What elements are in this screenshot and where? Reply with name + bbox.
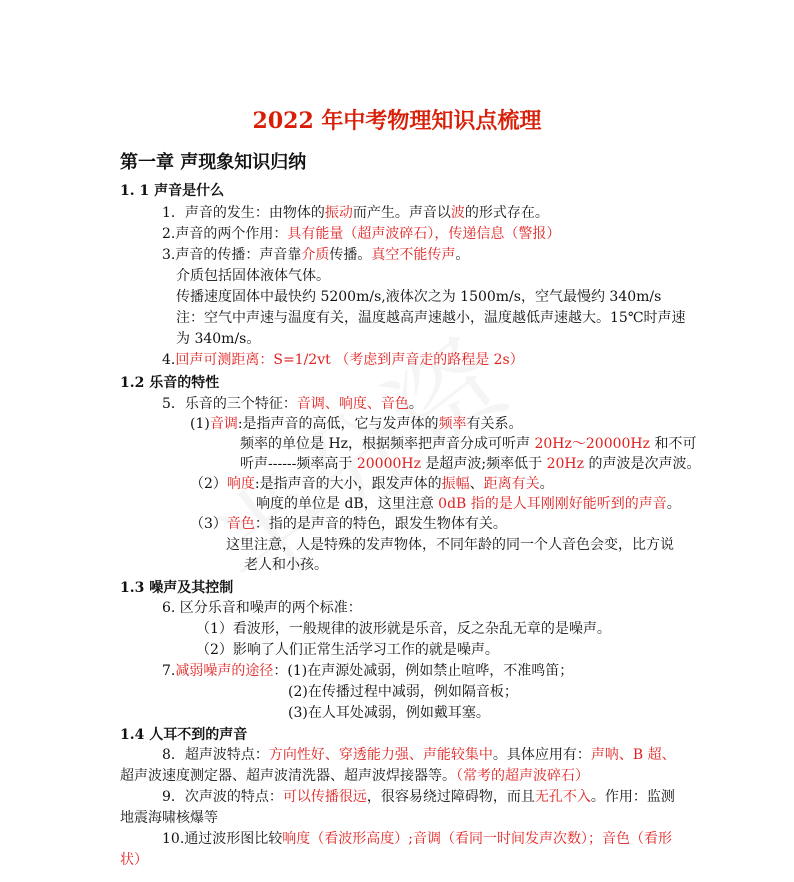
text-line: 响度的单位是 dB，这里注意 0dB 指的是人耳刚刚好能听到的声音。	[256, 496, 681, 512]
text-line: 9．次声波的特点：可以传播很远，很容易绕过障碍物，而且无孔不入。作用：监测	[162, 789, 675, 805]
text-line: 3.声音的传播：声音靠介质传播。真空不能传声。	[162, 247, 470, 263]
section-heading-1-2: 1.2 乐音的特性	[120, 375, 220, 391]
text-line: (2)在传播过程中减弱，例如隔音板；	[288, 684, 518, 700]
text-line: （3）音色：指的是声音的特色，跟发生物体有关。	[190, 516, 507, 532]
text-line: （2）响度:是指声音的大小，跟发声体的振幅、距离有关。	[190, 476, 554, 492]
text-line: 超声波速度测定器、超声波清洗器、超声波焊接器等。（常考的超声波碎石）	[120, 768, 589, 784]
text-line: (3)在人耳处减弱，例如戴耳塞。	[288, 705, 490, 721]
text-line: 10.通过波形图比较响度（看波形高度）;音调（看同一时间发声次数）；音色（看形	[162, 831, 672, 847]
page-title: 2022 年中考物理知识点梳理	[252, 108, 542, 134]
text-line: 8．超声波特点：方向性好、穿透能力强、声能较集中。具体应用有：声呐、B 超、	[162, 747, 676, 763]
text-line: 状）	[120, 852, 148, 868]
section-heading-1-4: 1.4 人耳不到的声音	[120, 727, 248, 743]
text-line: 6. 区分乐音和噪声的两个标准：	[162, 600, 362, 616]
text-line: 4.回声可测距离：S=1/2vt （考虑到声音走的路程是 2s）	[162, 352, 524, 368]
section-heading-1-1: 1. 1 声音是什么	[120, 183, 225, 199]
text-line: 5．乐音的三个特征：音调、响度、音色。	[162, 396, 423, 412]
chapter-heading: 第一章 声现象知识归纳	[120, 152, 307, 173]
section-heading-1-3: 1.3 噪声及其控制	[120, 580, 234, 596]
text-line: 介质包括固体液体气体。	[176, 268, 330, 284]
text-line: （1）看波形，一般规律的波形就是乐音，反之杂乱无章的是噪声。	[196, 621, 611, 637]
text-line: 地震海啸核爆等	[120, 810, 218, 826]
text-line: 听声------频率高于 20000Hz 是超声波;频率低于 20Hz 的声波是次声波。	[240, 456, 701, 472]
text-line: 7.减弱噪声的途径：(1)在声源处减弱，例如禁止喧哗，不准鸣笛；	[162, 663, 574, 679]
text-line: 2.声音的两个作用：具有能量（超声波碎石），传递信息（警报）	[162, 226, 561, 242]
text-line: 为 340m/s。	[176, 331, 261, 347]
text-line: 频率的单位是 Hz，根据频率把声音分成可听声 20Hz～20000Hz 和不可	[240, 436, 697, 452]
text-line: 1．声音的发生：由物体的振动而产生。声音以波的形式存在。	[162, 205, 549, 221]
text-line: 老人和小孩。	[244, 557, 328, 573]
text-line: (1)音调:是指声音的高低，它与发声体的频率有关系。	[190, 416, 523, 432]
text-line: 注：空气中声速与温度有关，温度越高声速越小，温度越低声速越大。15℃时声速	[176, 310, 686, 326]
text-line: 传播速度固体中最快约 5200m/s,液体次之为 1500m/s，空气最慢约 340m/s	[176, 289, 662, 305]
text-line: （2）影响了人们正常生活学习工作的就是噪声。	[196, 642, 499, 658]
text-line: 这里注意，人是特殊的发声物体，不同年龄的同一个人音色会变，比方说	[226, 537, 674, 553]
